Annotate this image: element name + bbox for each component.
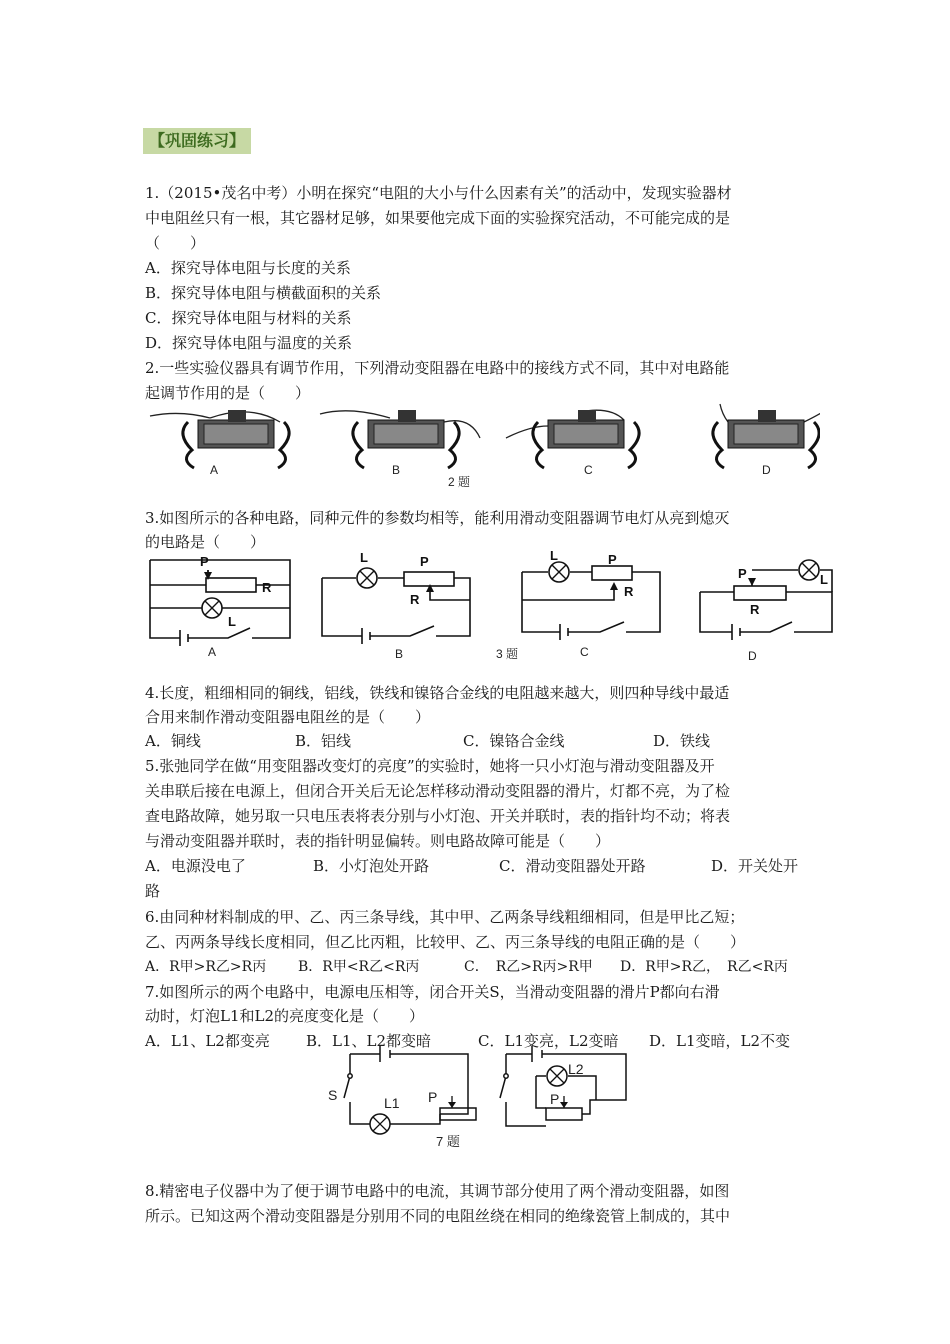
q3d-p-label: P (738, 566, 747, 581)
q3-label-c: C (580, 645, 589, 659)
q7-circuits-figure (320, 1046, 640, 1156)
q3-line2: 的电路是（ ） (145, 533, 266, 551)
q3-label-d: D (748, 649, 757, 663)
q7-option-c: C．L1变亮，L2变暗 (478, 1032, 619, 1050)
q2-line1: 2.一些实验仪器具有调节作用，下列滑动变阻器在电路中的接线方式不同，其中对电路能 (145, 359, 730, 377)
q7-l1-label: L1 (384, 1095, 400, 1111)
q3c-p-label: P (608, 552, 617, 567)
q2-label-a: A (210, 463, 219, 477)
q7-p-label-right: P (550, 1091, 560, 1107)
q7-line1: 7.如图所示的两个电路中，电源电压相等，闭合开关S，当滑动变阻器的滑片P都向右滑 (145, 983, 720, 1001)
q5-line4: 与滑动变阻器并联时，表的指针明显偏转。则电路故障可能是（ ） (145, 832, 611, 850)
q7-line2: 动时，灯泡L1和L2的亮度变化是（ ） (145, 1007, 425, 1025)
q8-line1: 8.精密电子仪器中为了便于调节电路中的电流，其调节部分使用了两个滑动变阻器，如图 (145, 1182, 730, 1200)
q3a-l-label: L (228, 614, 236, 629)
q3d-l-label: L (820, 572, 828, 587)
q5-line1: 5.张弛同学在做“用变阻器改变灯的亮度”的实验时，她将一只小灯泡与滑动变阻器及开 (145, 757, 715, 775)
rheostat-c (506, 410, 639, 468)
q5-option-a: A．电源没电了 (145, 857, 246, 875)
q6-line2: 乙、丙两条导线长度相同，但乙比丙粗，比较甲、乙、丙三条导线的电阻正确的是（ ） (145, 933, 746, 951)
q1-option-d: D．探究导体电阻与温度的关系 (145, 334, 353, 352)
q6-option-b: B．R甲<R乙<R丙 (298, 959, 420, 975)
q7-p-label-left: P (428, 1089, 438, 1105)
q4-line1: 4.长度，粗细相同的铜线，铝线，铁线和镍铬合金线的电阻越来越大，则四种导线中最适 (145, 684, 730, 702)
q4-line2: 合用来制作滑动变阻器电阻丝的是（ ） (145, 708, 431, 726)
q4-option-b: B．铝线 (295, 732, 352, 750)
q4-option-d: D．铁线 (653, 732, 711, 750)
q6-line1: 6.由同种材料制成的甲、乙、丙三条导线，其中甲、乙两条导线粗细相同，但是甲比乙短； (145, 908, 745, 926)
q5-option-d-cont: 路 (145, 882, 161, 900)
q1-line1: 1.（2015•茂名中考）小明在探究“电阻的大小与什么因素有关”的活动中，发现实验器材 (145, 184, 732, 202)
q7-option-b: B．L1、L2都变暗 (306, 1032, 432, 1050)
q3-caption: 3 题 (496, 647, 519, 661)
q5-line3: 查电路故障，她另取一只电压表将表分别与小灯泡、开关并联时，表的指针均不动；将表 (145, 807, 731, 825)
q7-option-d: D．L1变暗，L2不变 (649, 1032, 791, 1050)
q1-option-a: A．探究导体电阻与长度的关系 (145, 259, 351, 277)
rheostat-b (320, 410, 480, 468)
q2-label-d: D (762, 463, 771, 477)
q3d-r-label: R (750, 602, 760, 617)
q3c-l-label: L (550, 548, 558, 563)
q2-label-c: C (584, 463, 593, 477)
q5-line2: 关串联后接在电源上，但闭合开关后无论怎样移动滑动变阻器的滑片，灯都不亮，为了检 (145, 782, 731, 800)
circuit-b (322, 572, 470, 644)
q5-option-c: C．滑动变阻器处开路 (499, 857, 646, 875)
q6-option-c: C． R乙>R丙>R甲 (464, 959, 593, 975)
q3b-p-label: P (420, 554, 429, 569)
q5-option-d: D．开关处开 (711, 857, 799, 875)
q1-line3: （ ） (145, 234, 206, 252)
q3a-p-label: P (200, 554, 209, 569)
q3a-r-label: R (262, 580, 272, 595)
q7-caption: 7 题 (436, 1134, 460, 1149)
q2-line2: 起调节作用的是（ ） (145, 384, 311, 402)
q1-option-b: B．探究导体电阻与横截面积的关系 (145, 284, 382, 302)
q1-option-c: C．探究导体电阻与材料的关系 (145, 309, 352, 327)
q3-circuits-figure (140, 548, 850, 666)
q4-option-a: A．铜线 (145, 732, 201, 750)
q6-option-a: A．R甲>R乙>R丙 (145, 959, 267, 975)
q2-caption: 2 题 (448, 475, 471, 489)
q7-l2-label: L2 (568, 1061, 584, 1077)
circuit-c (522, 566, 660, 640)
q3-label-b: B (395, 647, 404, 661)
q2-rheostat-figure (140, 402, 820, 494)
q4-option-c: C．镍铬合金线 (463, 732, 565, 750)
rheostat-a (150, 410, 289, 468)
q1-line2: 中电阻丝只有一根，其它器材足够，如果要他完成下面的实验探究活动，不可能完成的是 (145, 209, 731, 227)
q3c-r-label: R (624, 584, 634, 599)
circuit-d (700, 570, 832, 640)
rheostat-d (713, 404, 820, 468)
q2-label-b: B (392, 463, 401, 477)
section-title: 【巩固练习】 (143, 128, 251, 154)
q5-option-b: B．小灯泡处开路 (313, 857, 430, 875)
q3b-r-label: R (410, 592, 420, 607)
q7-option-a: A．L1、L2都变亮 (145, 1032, 270, 1050)
q8-line2: 所示。已知这两个滑动变阻器是分别用不同的电阻丝绕在相同的绝缘瓷管上制成的，其中 (145, 1207, 731, 1225)
q3-label-a: A (208, 645, 217, 659)
q3-line1: 3.如图所示的各种电路，同种元件的参数均相等，能利用滑动变阻器调节电灯从亮到熄灭 (145, 509, 730, 527)
q3b-l-label: L (360, 550, 368, 565)
q6-option-d: D．R甲>R乙， R乙<R丙 (620, 959, 788, 975)
q7-circuit-left (344, 1046, 476, 1124)
q7-circuit-right (500, 1046, 626, 1126)
q7-s-label: S (328, 1087, 338, 1103)
